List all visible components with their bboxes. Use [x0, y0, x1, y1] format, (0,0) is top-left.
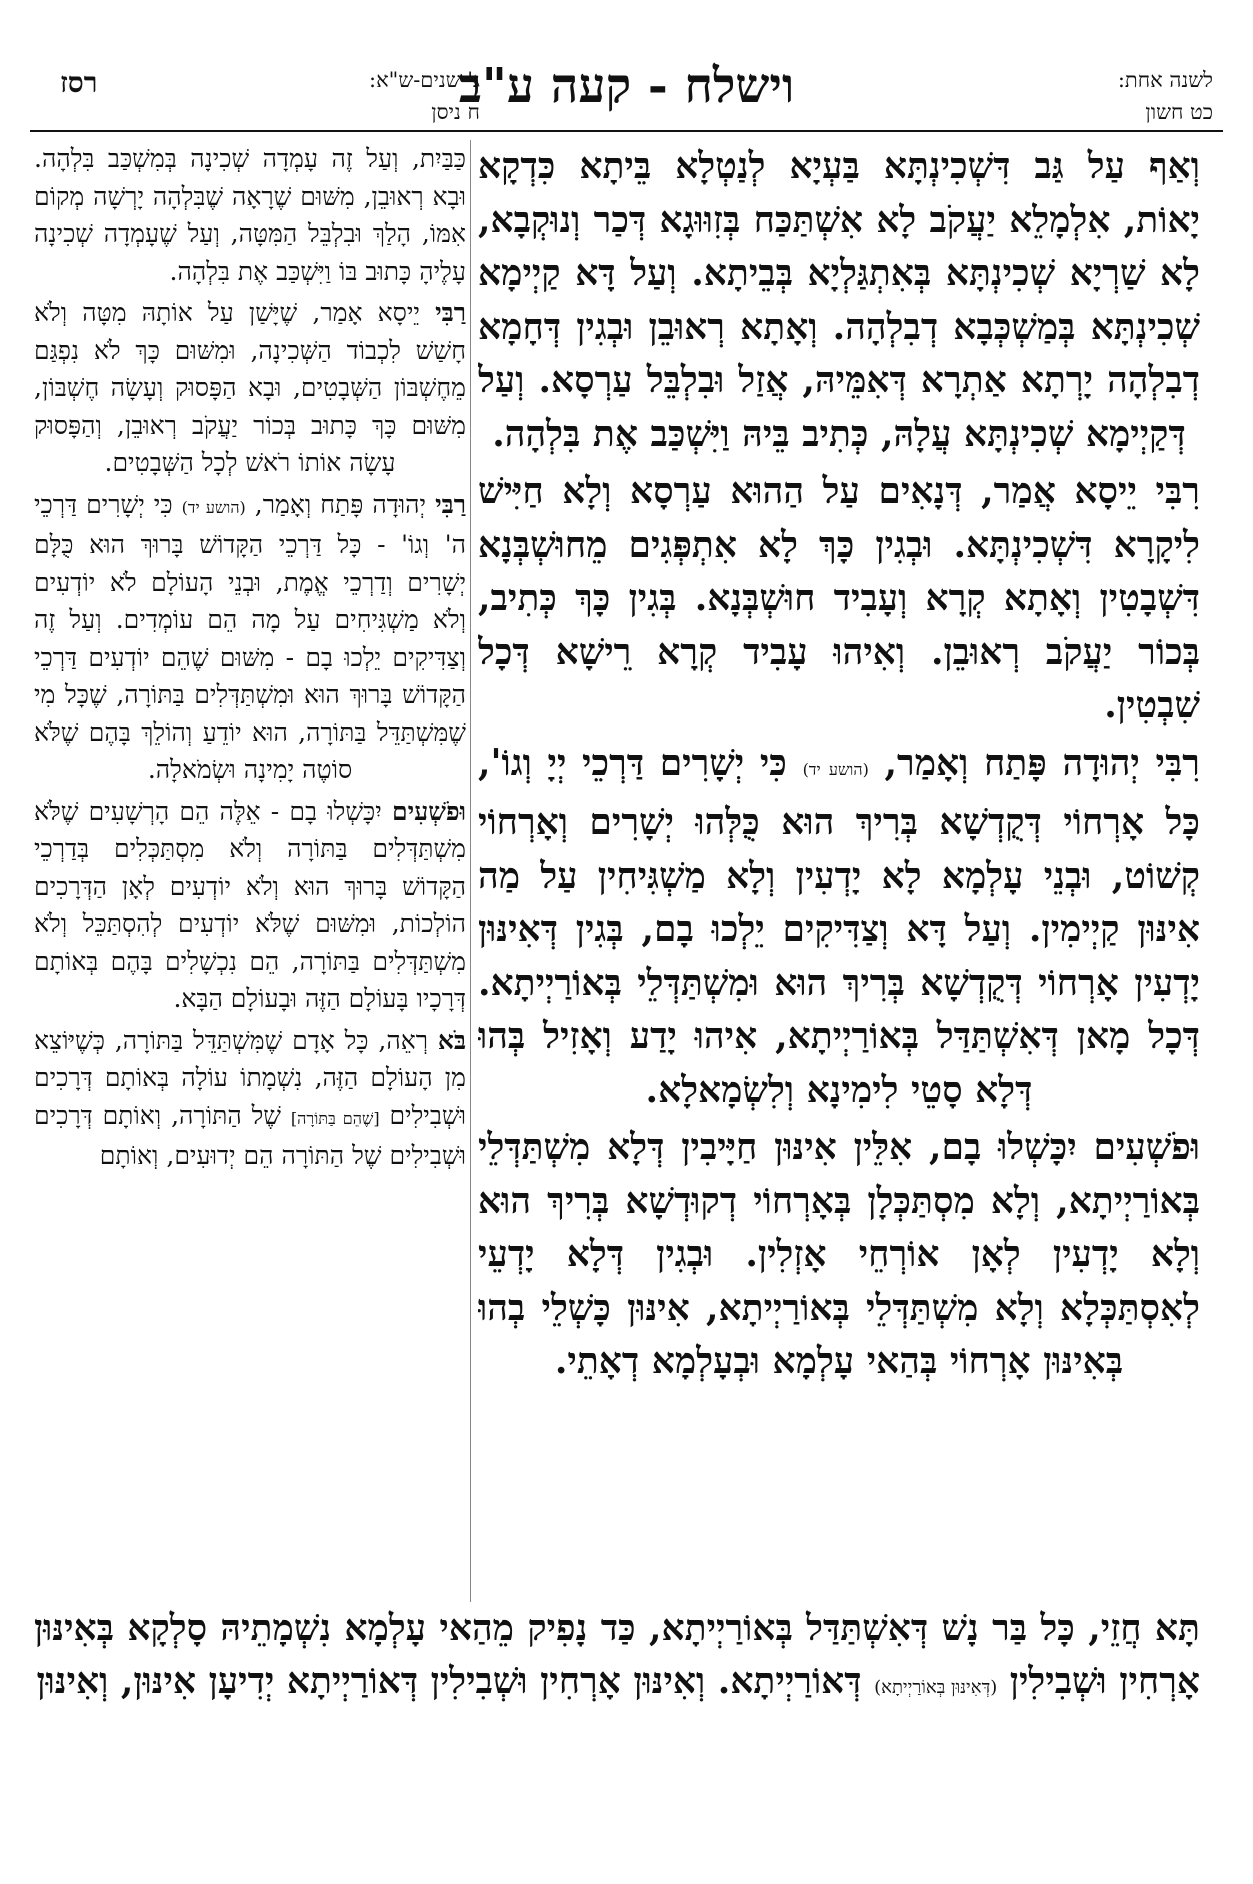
hebrew-column [34, 140, 466, 1600]
bottom-paragraph-1-ref: (דְּאִינּוּן בְּאוֹרַיְיתָא) [874, 1677, 998, 1698]
hebrew-paragraph-1-text: כַּבַּיִת, וְעַל זֶה עָמְדָה שְׁכִינָה בְּמִשְׁכַּב בִּלְהָה. וּבָא רְאוּבֵן, מִשּׁוּם שֶׁרָאָה שֶׁבִּלְהָה יָרְשָׁה מְקוֹם אִמּוֹ, הָלַךְ וּבִלְבֵּל הַמִּטָּה, וְעַל שֶׁעָמְדָה שְׁכִינָה עָלֶיהָ כָּתוּב בּוֹ וַיִּשְׁכַּב אֶת בִּלְהָה. [34, 144, 466, 286]
aramaic-paragraph-4-text: יִכָּשְׁלוּ בָם, אִלֵּין אִינּוּן חַיָּיבִין דְּלָא מִשְׁתַּדְּלֵי בְּאוֹרַיְיתָא, וְלָא מִסְתַּכְּלָן בְּאָרְחוֹי דְקוּדְשָׁא בְּרִיךְ הוּא וְלָא יָדְעִין לְאָן אוֹרְחֵי אָזְלִין. וּבְגִין דְּלָא יָדְעֵי לְאִסְתַּכְּלָא וְלָא מִשְׁתַּדְּלֵי בְּאוֹרַיְיתָא, אִינּוּן כָּשְׁלֵי בְהוּ בְּאִינּוּן אָרְחוֹי בְּהַאי עָלְמָא וּבְעָלְמָא דְאָתֵי. [478, 1126, 1200, 1382]
bottom-paragraph-1-text: חֲזֵי, כָּל בַּר נָשׁ דְּאִשְׁתַּדַּל בְּאוֹרַיְיתָא, כַּד נָפִיק מֵהַאי עָלְמָא נִשְׁמָתֵיהּ סָלְקָא בְּאִינּוּן אָרְחִין וּשְׁבִילִין [34, 1607, 1200, 1702]
hebrew-paragraph-3-ref: (הושע יד) [181, 497, 246, 517]
bottom-paragraph-1-text-2: דְּאוֹרַיְיתָא. וְאִינּוּן אָרְחִין וּשְׁבִילִין דְּאוֹרַיְיתָא יְדִיעָן אִינּוּן, וְאִינּוּן [36, 1660, 875, 1702]
aramaic-paragraph-1-text: וְאַף עַל גַּב דִּשְׁכִינְתָּא בַּעְיָא לְנַטְלָא בֵּיתָא כִּדְקָא יָאוֹת, אִלְמָלֵא יַעֲקֹב לָא אִשְׁתַּכַּח בְּזִוּוּגָא דְּכַר וְנוּקְבָא, לָא שַׁרְיָא שְׁכִינְתָּא בְּאִתְגַּלְיָא בְּבֵיתָא. וְעַל דָּא קַיְימָא שְׁכִינְתָּא בְּמַשְׁכְּבָא דְבִלְהָה. וְאָתָא רְאוּבֵן וּבְגִין דְּחָמָא דְבִלְהָה יָרְתָא אַתְרָא דְּאִמֵּיהּ, אֲזַל וּבִלְבֵּל עַרְסָא. וְעַל דְּקַיְימָא שְׁכִינְתָּא עֲלָהּ, כְּתִיב בֵּיהּ וַיִּשְׁכַּב אֶת בִּלְהָה. [478, 145, 1200, 455]
aramaic-paragraph-3-lead: רִבִּי [1155, 741, 1200, 784]
bottom-paragraph-1 [34, 1602, 1200, 1714]
aramaic-paragraph-4-lead: וּפֹשְׁעִים [1093, 1126, 1200, 1168]
header-left-line1: ג' שנים-ש"א: [369, 68, 480, 92]
hebrew-paragraph-2-lead: רַבִּי [435, 298, 466, 327]
hebrew-paragraph-5-text-2: שֶׁל הַתּוֹרָה, וְאוֹתָם דְּרָכִים וּשְׁבִילִים שֶׁל הַתּוֹרָה הֵם יְדוּעִים, וְאוֹתָם [34, 1100, 466, 1170]
hebrew-paragraph-3 [34, 486, 466, 789]
hebrew-paragraph-3-text-2: כִּי יְשָׁרִים דַּרְכֵי ה' וְגוֹ' - כָּל דַּרְכֵי הַקָּדוֹשׁ בָּרוּךְ הוּא כֻּלָּם יְשָׁרִים וְדַרְכֵי אֱמֶת, וּבְנֵי הָעוֹלָם לֹא יוֹדְעִים וְלֹא מַשְׁגִּיחִים עַל מָה הֵם עוֹמְדִים. וְעַל זֶה וְצַדִּיקִים יֵלְכוּ בָם - מִשּׁוּם שֶׁהֵם יוֹדְעִים דַּרְכֵי הַקָּדוֹשׁ בָּרוּךְ הוּא וּמִשְׁתַּדְּלִים בַּתּוֹרָה, שֶׁכָּל מִי שֶׁמִּשְׁתַּדֵּל בַּתּוֹרָה, הוּא יוֹדֵעַ וְהוֹלֵךְ בָּהֶם שֶׁלֹּא סוֹטֶה יָמִינָה וּשְׂמֹאלָה. [34, 489, 466, 784]
aramaic-paragraph-2-text: יֵיסָא אֲמַר, דְּנָאִים עַל הַהוּא עַרְסָא וְלָא חַיִּישׁ לִיקָרָא דִּשְׁכִינְתָּא. וּבְגִין כָּךְ לָא אִתְפְּגִים מֵחוּשְׁבְּנָא דִּשְׁבָטִין וְאָתָא קְרָא וְעָבִיד חוּשְׁבְּנָא. בְּגִין כָּךְ כְּתִיב, בְּכוֹר יַעֲקֹב רְאוּבֵן. וְאִיהוּ עָבִיד קְרָא רֵישָׁא דְּכָל שִׁבְטִין. [478, 470, 1200, 726]
hebrew-paragraph-5-lead: בֹּא [437, 1025, 466, 1055]
aramaic-paragraph-4 [478, 1121, 1200, 1389]
hebrew-paragraph-4-text: יִכָּשְׁלוּ בָם - אֵלֶּה הֵם הָרְשָׁעִים שֶׁלֹּא מִשְׁתַּדְּלִים בַּתּוֹרָה וְלֹא מִסְתַּכְּלִים בְּדַרְכֵי הַקָּדוֹשׁ בָּרוּךְ הוּא וְלֹא יוֹדְעִים לְאָן הַדְּרָכִים הוֹלְכוֹת, וּמִשּׁוּם שֶׁלֹּא יוֹדְעִים לְהִסְתַּכֵּל וְלֹא מִשְׁתַּדְּלִים בַּתּוֹרָה, הֵם נִכְשָׁלִים בָּהֶם בְּאוֹתָם דְּרָכָיו בָּעוֹלָם הַזֶּה וּבָעוֹלָם הַבָּא. [34, 796, 466, 1013]
hebrew-paragraph-5-ref: [שֶׁהֵם בַּתּוֹרָה] [290, 1108, 380, 1128]
header-left-line2: ח ניסן [431, 100, 480, 124]
hebrew-paragraph-5-text: רְאֵה, כָּל אָדָם שֶׁמִּשְׁתַּדֵּל בַּתּוֹרָה, כְּשֶׁיּוֹצֵא מִן הָעוֹלָם הַזֶּה, נִשְׁמָתוֹ עוֹלָה בְּאוֹתָם דְּרָכִים וּשְׁבִילִים [34, 1025, 466, 1130]
hebrew-paragraph-1 [34, 140, 466, 290]
hebrew-paragraph-3-lead: רַבִּי [435, 489, 466, 519]
hebrew-paragraph-2 [34, 294, 466, 482]
aramaic-paragraph-3-ref: (הושע יד) [802, 759, 869, 779]
bottom-full-width-text [34, 1602, 1200, 1852]
header-right-line2: כט חשון [1145, 100, 1213, 124]
aramaic-paragraph-3-text-2: כִּי יְשָׁרִים דַּרְכֵי יְיָ וְגוֹ', כָּל אָרְחוֹי דְּקֻדְשָׁא בְּרִיךְ הוּא כֻּלְּהוּ יְשָׁרִים וְאָרְחוֹי קְשׁוֹט, וּבְנֵי עָלְמָא לָא יָדְעִין וְלָא מַשְׁגִּיחִין עַל מַה אִינּוּן קַיְימִין. וְעַל דָּא וְצַדִּיקִים יֵלְכוּ בָם, בְּגִין דְּאִינּוּן יָדְעִין אָרְחוֹי דְּקֻדְשָׁא בְּרִיךְ הוּא וּמִשְׁתַּדְּלֵי בְּאוֹרַיְיתָא. דְּכָל מָאן דְּאִשְׁתַּדַּל בְּאוֹרַיְיתָא, אִיהוּ יָדַע וְאָזִיל בְּהוּ דְּלָא סָטֵי לִימִינָא וְלִשְׂמָאלָא. [478, 741, 1200, 1111]
hebrew-paragraph-4-lead: וּפֹשְׁעִים [392, 796, 466, 826]
hebrew-paragraph-3-text: יְהוּדָה פָּתַח וְאָמַר, [245, 489, 436, 519]
hebrew-paragraph-2-text: יֵיסָא אָמַר, שֶׁיָּשַׁן עַל אוֹתָהּ מִטָּה וְלֹא חָשַׁשׁ לִכְבוֹד הַשְּׁכִינָה, וּמִשּׁוּם כָּךְ לֹא נִפְגַּם מֵחֶשְׁבּוֹן הַשְּׁבָטִים, וּבָא הַפָּסוּק וְעָשָׂה חֶשְׁבּוֹן, מִשּׁוּם כָּךְ כָּתוּב בְּכוֹר יַעֲקֹב רְאוּבֵן, וְהַפָּסוּק עָשָׂה אוֹתוֹ רֹאשׁ לְכָל הַשְּׁבָטִים. [34, 298, 466, 477]
hebrew-paragraph-4 [34, 793, 466, 1018]
aramaic-paragraph-1 [478, 140, 1200, 461]
aramaic-paragraph-2 [478, 465, 1200, 733]
aramaic-column [478, 140, 1200, 1600]
header-right-line1: לשנה אחת: [1117, 68, 1213, 92]
page-number: רסז [60, 66, 98, 99]
bottom-paragraph-1-lead: תָּא [1154, 1607, 1200, 1649]
aramaic-paragraph-3-text: יְהוּדָה פָּתַח וְאָמַר, [868, 741, 1156, 784]
hebrew-paragraph-5 [34, 1022, 466, 1175]
column-divider [470, 140, 471, 1602]
page-title: וישלח - קעה ע"ב [458, 58, 795, 114]
page-header [30, 58, 1223, 134]
aramaic-paragraph-3 [478, 737, 1200, 1118]
aramaic-paragraph-2-lead: רִבִּי [1155, 470, 1200, 512]
header-rule [30, 130, 1223, 132]
header-right-note [893, 64, 1213, 128]
